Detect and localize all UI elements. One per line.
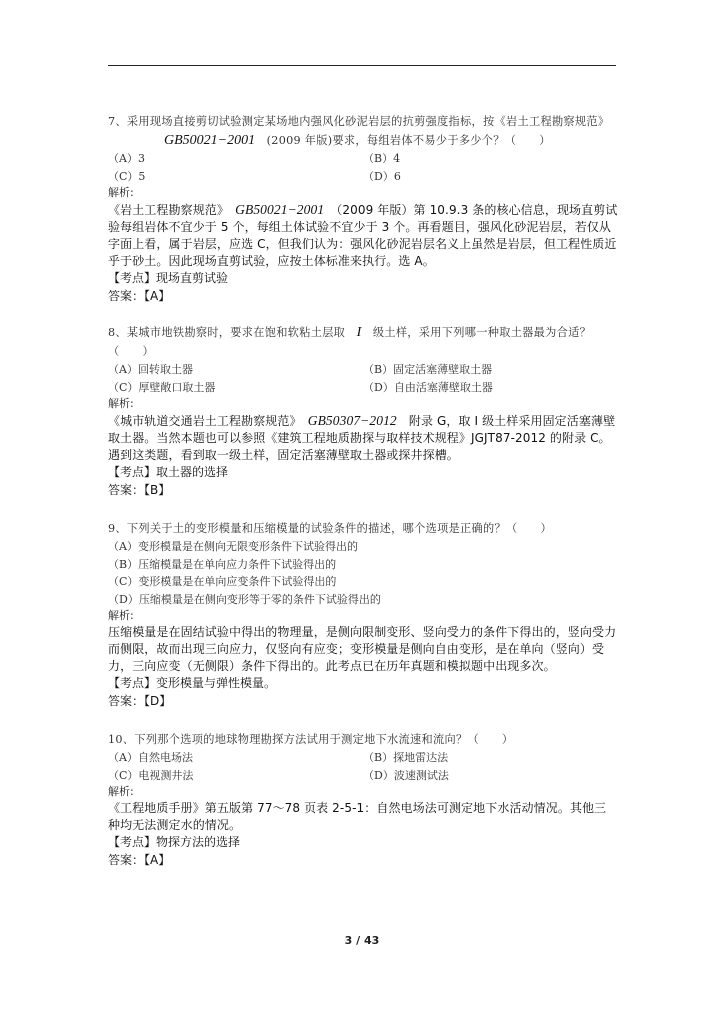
analysis-source: 《岩土工程勘察规范》 [108, 203, 224, 217]
question-7 [108, 112, 618, 305]
stem-text-cont: 级土样，采用下列哪一种取土器最为合适？（ ） [108, 326, 592, 358]
grade-symbol: I [356, 325, 362, 340]
option-a: （A）回转取土器 [108, 363, 193, 376]
analysis-text [108, 412, 618, 447]
answer: 答案：【D】 [108, 693, 172, 708]
option-b: （B）探地雷达法 [363, 751, 449, 764]
standard-code: GB50021−2001 [235, 202, 325, 217]
question-8 [108, 323, 618, 499]
page-number [0, 934, 724, 947]
answer: 答案：【A】 [108, 288, 171, 303]
standard-code: GB50021−2001 [164, 133, 256, 148]
analysis-text: 《工程地质手册》第五版第 77～78 页表 2-5-1：自然电场法可测定地下水活动情况。其他三种均无法测定水的情况。 [108, 801, 607, 832]
analysis-label: 解析: [108, 186, 134, 199]
option-d: （D）自由活塞薄壁取土器 [363, 380, 493, 394]
stem-text-cont: (2009 年版)要求，每组岩体不易少于多少个？（ ） [266, 134, 551, 147]
options [108, 749, 618, 784]
current-page: 3 [344, 934, 353, 947]
option-a: （A）自然电场法 [108, 751, 193, 764]
analysis-label: 解析: [108, 397, 134, 410]
option-d: （D）波速测试法 [363, 768, 449, 782]
analysis-text: 压缩模量是在固结试验中得出的物理量，是侧向限制变形、竖向受力的条件下得出的，竖向受力而侧限，故而出现三向应力，仅竖向有应变；变形模量是侧向自由变形，是在单向（竖向）受力，三向应变（无侧限）条件下得出的。此考点已在历年真题和模拟题中出现多次。 [108, 625, 617, 673]
analysis-extra: 遇到这类题，看到取一级土样，固定活塞薄壁取土器或探井探槽。 [108, 448, 459, 462]
options [108, 538, 618, 608]
standard-code: GB50307−2012 [307, 413, 397, 428]
answer: 答案：【B】 [108, 482, 171, 497]
analysis-body: 附录 G，取 I 级土样采用固定活塞薄壁取土器。当然本题也可以参照《建筑工程地质勘探与取样技术规程》JGJT87-2012 的附录 C。 [108, 414, 616, 445]
question-stem: 10、下列那个选项的地球物理勘探方法试用于测定地下水流速和流向？（ ） [108, 733, 514, 746]
option-d: （D）压缩模量是在侧向变形等于零的条件下试验得出的 [108, 592, 381, 606]
analysis-body: （2009 年版）第 10.9.3 条的核心信息，现场直剪试验每组岩体不宜少于 5 个，每组土体试验不宜少于 3 个。再看题目，强风化砂泥岩层，若仅从字面上看，属于岩层，应选 C，但我们认为：强风化砂泥岩层名义上虽然是岩层，但工程性质近乎于砂土。因此现场直剪试验，应按土体标准来执行。选 A。 [108, 203, 618, 268]
option-b: （B）4 [363, 152, 401, 165]
key-point: 【考点】变形模量与弹性模量。 [108, 676, 277, 690]
option-d: （D）6 [363, 169, 401, 183]
analysis-text [108, 201, 618, 270]
question-stem: 9、下列关于土的变形模量和压缩模量的试验条件的描述，哪个选项是正确的？（ ） [108, 522, 552, 535]
key-point: 【考点】取土器的选择 [108, 465, 229, 479]
stem-text: 7、采用现场直接剪切试验测定某场地内强风化砂泥岩层的抗剪强度指标，按《岩土工程勘察规范》 [108, 115, 610, 128]
question-stem [108, 112, 618, 150]
analysis-label: 解析: [108, 785, 134, 798]
header-rule [108, 65, 616, 66]
question-9 [108, 519, 618, 710]
option-c: （C）电视测井法 [108, 768, 194, 782]
options [108, 361, 618, 396]
option-c: （C）变形模量是在单向应变条件下试验得出的 [108, 575, 337, 588]
question-10 [108, 730, 618, 869]
page-content [108, 112, 618, 869]
option-c: （C）厚壁敞口取土器 [108, 380, 216, 394]
option-a: （A）变形模量是在侧向无限变形条件下试验得出的 [108, 540, 358, 553]
answer: 答案：【A】 [108, 852, 171, 867]
option-a: （A）3 [108, 152, 145, 165]
key-point: 【考点】物探方法的选择 [108, 835, 241, 849]
option-b: （B）压缩模量是在单向应力条件下试验得出的 [108, 557, 337, 571]
analysis-source: 《城市轨道交通岩土工程勘察规范》 [108, 414, 296, 428]
total-pages: 43 [364, 934, 380, 947]
key-point: 【考点】现场直剪试验 [108, 271, 229, 285]
page-separator: / [352, 934, 365, 947]
analysis-label: 解析: [108, 609, 134, 622]
option-c: （C）5 [108, 169, 146, 183]
question-stem [108, 323, 618, 361]
options [108, 150, 618, 185]
stem-text: 8、某城市地铁勘察时，要求在饱和软粘土层取 [108, 326, 346, 339]
option-b: （B）固定活塞薄壁取土器 [363, 363, 493, 376]
